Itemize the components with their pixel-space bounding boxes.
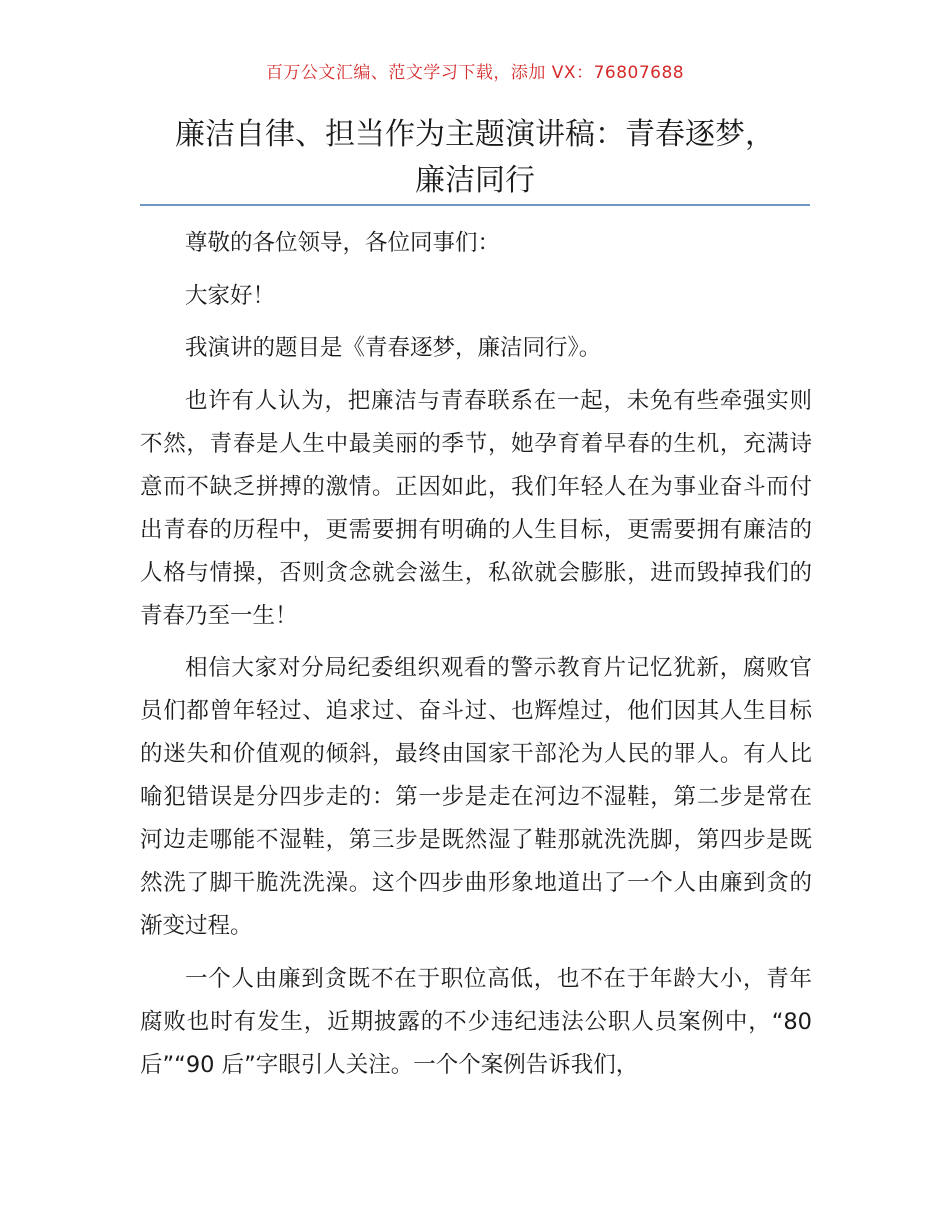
paragraph-salutation: 尊敬的各位领导，各位同事们： [185,230,501,256]
document-title [140,112,810,204]
paragraph-greeting: 大家好！ [185,282,276,309]
header-watermark-note: 百万公文汇编、范文学习下载，添加 VX：76807688 [265,63,685,83]
title-divider [140,204,810,206]
paragraph: 也许有人认为，把廉洁与青春联系在一起，未免有些牵强实则不然，青春是人生中最美丽的季节，她孕育着早春的生机，充满诗意而不缺乏拼搏的激情。正因如此，我们年轻人在为事业奋斗而付出青春的历程中，更需要拥有明确的人生目标，更需要拥有廉洁的人格与情操，否则贪念就会滋生，私欲就会膨胀，进而毁掉我们的青春乃至一生！ [140,387,812,629]
document-body [140,222,812,1096]
title-line-2: 廉洁同行 [415,163,535,198]
paragraph: 相信大家对分局纪委组织观看的警示教育片记忆犹新，腐败官员们都曾年轻过、追求过、奋斗过、也辉煌过，他们因其人生目标的迷失和价值观的倾斜，最终由国家干部沦为人民的罪人。有人比喻犯错误是分四步走的：第一步是走在河边不湿鞋，第二步是常在河边走哪能不湿鞋，第三步是既然湿了鞋那就洗洗脚，第四步是既然洗了脚干脆洗洗澡。这个四步曲形象地道出了一个人由廉到贪的渐变过程。 [140,655,812,939]
paragraph-topic: 我演讲的题目是《青春逐梦，廉洁同行》。 [185,335,602,361]
title-line-1: 廉洁自律、担当作为主题演讲稿：青春逐梦， [175,117,775,152]
paragraph: 一个人由廉到贪既不在于职位高低，也不在于年龄大小，青年腐败也时有发生，近期披露的不少违纪违法公职人员案例中，“80 后”“90 后”字眼引人关注。一个个案例告诉我们， [140,965,812,1078]
